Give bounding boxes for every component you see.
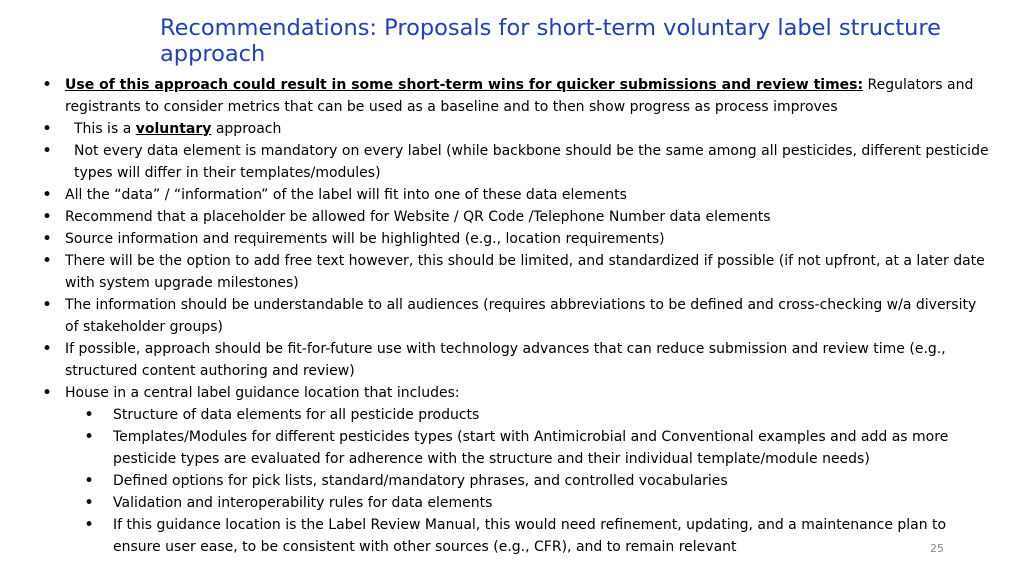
bullet-icon: •: [42, 141, 53, 161]
bullet-icon: •: [42, 251, 53, 271]
list-item-text: If possible, approach should be fit-for-future use with technology advances that can reduce submission and review time (e.g., structured content authoring and review): [65, 341, 946, 379]
list-item-text: approach: [211, 121, 282, 137]
list-item: [40, 250, 990, 294]
sub-list-item: [40, 514, 990, 558]
sub-list-item-text: Validation and interoperability rules for data elements: [113, 495, 493, 511]
page-number: 25: [930, 542, 944, 555]
slide-title: Recommendations: Proposals for short-term voluntary label structure approach: [160, 15, 942, 67]
sub-list-item: [40, 404, 990, 426]
bullet-icon: •: [84, 471, 95, 491]
bullet-icon: •: [84, 427, 95, 447]
bullet-icon: •: [42, 207, 53, 227]
list-item-text: Regulators and registrants to consider metrics that can be used as a baseline and to then show progress as process improves: [65, 77, 974, 115]
list-item-text: The information should be understandable to all audiences (requires abbreviations to be defined and cross-checking w/a diversity of stakeholder groups): [65, 297, 977, 335]
bullet-icon: •: [42, 119, 53, 139]
list-item-text: This is a: [74, 121, 136, 137]
list-item: [40, 118, 990, 140]
bullet-list: [40, 74, 990, 558]
list-item: [40, 206, 990, 228]
list-item-text: There will be the option to add free text however, this should be limited, and standardized if possible (if not upfront, at a later date with system upgrade milestones): [65, 253, 985, 291]
sub-list-item-text: If this guidance location is the Label Review Manual, this would need refinement, updating, and a maintenance plan to ensure user ease, to be consistent with other sources (e.g., CFR), and to remain relevant: [113, 517, 947, 555]
bullet-icon: •: [42, 383, 53, 403]
sub-list-item-text: Defined options for pick lists, standard/mandatory phrases, and controlled vocabularies: [113, 473, 728, 489]
sub-list-item: [40, 470, 990, 492]
list-item: [40, 382, 990, 404]
list-item-text: All the “data” / “information” of the label will fit into one of these data elements: [65, 187, 627, 203]
bullet-icon: •: [84, 515, 95, 535]
bullet-icon: •: [42, 295, 53, 315]
list-item-lead: Use of this approach could result in some short-term wins for quicker submissions and review times:: [65, 77, 864, 93]
list-item: [40, 228, 990, 250]
list-item: [40, 140, 990, 184]
sub-list-item-text: Templates/Modules for different pesticides types (start with Antimicrobial and Conventional examples and add as more pesticide types are evaluated for adherence with the structure and their individual template/module needs): [113, 429, 949, 467]
list-item: [40, 294, 990, 338]
bullet-icon: •: [84, 405, 95, 425]
sub-list-item-text: Structure of data elements for all pesticide products: [113, 407, 480, 423]
list-item-text: Not every data element is mandatory on every label (while backbone should be the same among all pesticides, different pesticide types will differ in their templates/modules): [74, 143, 989, 181]
list-item: [40, 184, 990, 206]
list-item-emphasis: voluntary: [135, 121, 212, 137]
list-item-text: House in a central label guidance location that includes:: [65, 385, 460, 401]
bullet-icon: •: [42, 229, 53, 249]
bullet-icon: •: [42, 185, 53, 205]
bullet-icon: •: [42, 339, 53, 359]
sub-list-item: [40, 426, 990, 470]
list-item-text: Source information and requirements will be highlighted (e.g., location requirements): [65, 231, 665, 247]
sub-list-item: [40, 492, 990, 514]
list-item: [40, 74, 990, 118]
bullet-icon: •: [42, 75, 53, 95]
list-item: [40, 338, 990, 382]
list-item-text: Recommend that a placeholder be allowed for Website / QR Code /Telephone Number data elements: [65, 209, 771, 225]
bullet-icon: •: [84, 493, 95, 513]
